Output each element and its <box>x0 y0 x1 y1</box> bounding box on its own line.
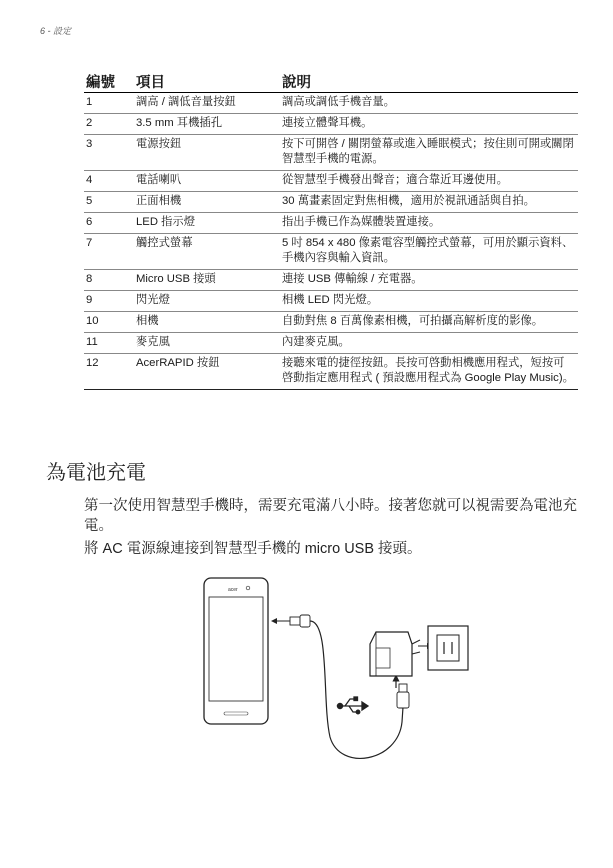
row-number: 5 <box>84 192 134 213</box>
table-row <box>84 213 578 234</box>
row-number: 6 <box>84 213 134 234</box>
row-number: 7 <box>84 234 134 270</box>
table-row <box>84 312 578 333</box>
usb-a-plug-icon <box>397 684 409 708</box>
row-description: 連接立體聲耳機。 <box>280 114 578 135</box>
table-row <box>84 291 578 312</box>
table-row <box>84 171 578 192</box>
row-item: 麥克風 <box>134 333 280 354</box>
row-description: 自動對焦 8 百萬像素相機，可拍攝高解析度的影像。 <box>280 312 578 333</box>
row-number: 8 <box>84 270 134 291</box>
row-number: 2 <box>84 114 134 135</box>
table-row <box>84 333 578 354</box>
row-description: 30 萬畫素固定對焦相機，適用於視訊通話與自拍。 <box>280 192 578 213</box>
usb-symbol-icon <box>337 697 368 714</box>
spec-table <box>84 74 578 390</box>
row-description: 指出手機已作為媒體裝置連接。 <box>280 213 578 234</box>
row-description: 內建麥克風。 <box>280 333 578 354</box>
row-number: 4 <box>84 171 134 192</box>
body-paragraph-2: 將 AC 電源線連接到智慧型手機的 micro USB 接頭。 <box>84 541 422 557</box>
running-header: 6 - 設定 <box>40 26 72 36</box>
table-row <box>84 93 578 114</box>
col-header-item: 項目 <box>134 74 280 93</box>
row-description: 從智慧型手機發出聲音；適合靠近耳邊使用。 <box>280 171 578 192</box>
table-row <box>84 114 578 135</box>
row-item: 正面相機 <box>134 192 280 213</box>
table-row <box>84 192 578 213</box>
row-item: 相機 <box>134 312 280 333</box>
row-item: 觸控式螢幕 <box>134 234 280 270</box>
charging-illustration <box>190 572 480 772</box>
row-item: 閃光燈 <box>134 291 280 312</box>
row-item: 3.5 mm 耳機插孔 <box>134 114 280 135</box>
row-number: 9 <box>84 291 134 312</box>
row-item: 電源按鈕 <box>134 135 280 171</box>
row-item: AcerRAPID 按鈕 <box>134 354 280 390</box>
spec-table-body <box>84 93 578 390</box>
wall-outlet-icon <box>428 626 468 670</box>
table-row <box>84 135 578 171</box>
col-header-description: 說明 <box>280 74 578 93</box>
smartphone-illustration <box>204 578 268 724</box>
row-description: 調高或調低手機音量。 <box>280 93 578 114</box>
table-row <box>84 354 578 390</box>
row-description: 按下可開啓 / 關閉螢幕或進入睡眠模式；按住則可開或關閉智慧型手機的電源。 <box>280 135 578 171</box>
row-item: Micro USB 接頭 <box>134 270 280 291</box>
row-item: LED 指示燈 <box>134 213 280 234</box>
row-number: 10 <box>84 312 134 333</box>
row-number: 3 <box>84 135 134 171</box>
row-description: 連接 USB 傳輸線 / 充電器。 <box>280 270 578 291</box>
table-row <box>84 270 578 291</box>
section-title: 為電池充電 <box>46 462 146 484</box>
row-number: 12 <box>84 354 134 390</box>
row-item: 電話喇叭 <box>134 171 280 192</box>
row-item: 調高 / 調低音量按鈕 <box>134 93 280 114</box>
row-description: 5 吋 854 x 480 像素電容型觸控式螢幕，可用於顯示資料、手機內容與輸入資訊。 <box>280 234 578 270</box>
table-row <box>84 234 578 270</box>
row-description: 接聽來電的捷徑按鈕。長按可啓動相機應用程式，短按可啓動指定應用程式 ( 預設應用程式為 Google Play Music)。 <box>280 354 578 390</box>
micro-usb-plug-icon <box>290 615 310 627</box>
ac-adapter-icon <box>370 632 420 676</box>
table-header-row <box>84 74 578 93</box>
body-paragraph-1: 第一次使用智慧型手機時，需要充電滿八小時。接著您就可以視需要為電池充電。 <box>84 498 577 534</box>
row-number: 11 <box>84 333 134 354</box>
row-description: 相機 LED 閃光燈。 <box>280 291 578 312</box>
phone-logo: acer <box>228 587 238 593</box>
col-header-number: 編號 <box>84 74 134 93</box>
row-number: 1 <box>84 93 134 114</box>
